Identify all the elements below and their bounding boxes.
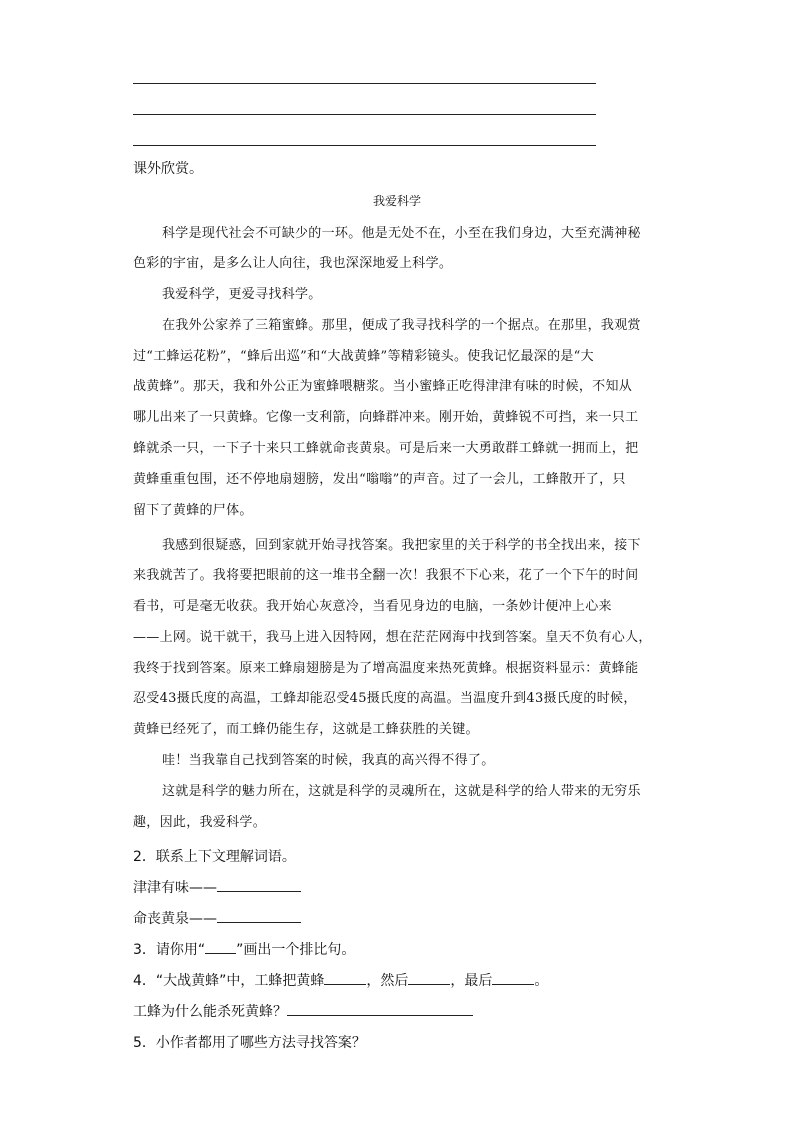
term-label: 津津有味—— [133,880,217,896]
article-line: 战黄蜂”。那天，我和外公正为蜜蜂喂糖浆。当小蜜蜂正吃得津津有味的时候，不知从 [133,379,633,394]
article-line: 在我外公家养了三箱蜜蜂。那里，便成了我寻找科学的一个据点。在那里，我观赏 [162,318,641,333]
article-line: 看书，可是毫无收获。我开始心灰意冷，当看见身边的电脑，一条妙计便冲上心来 [133,599,612,614]
article-line: 趣，因此，我爱科学。 [133,815,267,830]
question-2-item-a [133,879,301,897]
article-line: 这就是科学的魅力所在，这就是科学的灵魂所在，这就是科学的给人带来的无穷乐 [162,784,641,799]
article-line: 来我就苦了。我将要把眼前的这一堆书全翻一次！我狠不下心来，花了一个下午的时间 [133,568,639,583]
question-text: 4．“大战黄蜂”中，工蜂把黄蜂 [133,973,325,989]
underline-mark [205,941,236,954]
article-title: 我爱科学 [372,194,421,208]
article-line: 哇！当我靠自己找到答案的时候，我真的高兴得不得了。 [162,753,495,768]
question-text: ”画出一个排比句。 [236,942,356,958]
article-line: 科学是现代社会不可缺少的一环。他是无处不在，小至在我们身边，大至充满神秘 [162,226,641,241]
article-line: ——上网。说干就干，我马上进入因特网，想在茫茫网海中找到答案。皇天不负有心人， [133,630,652,645]
question-2: 2．联系上下文理解词语。 [133,849,296,865]
question-text: 。 [534,973,549,989]
answer-blank[interactable] [324,972,366,985]
question-text: 3．请你用“ [133,942,206,958]
answer-blank[interactable] [287,1003,473,1016]
answer-blank[interactable] [492,972,534,985]
article-line: 黄蜂重重包围，还不停地扇翅膀，发出“嗡嗡”的声音。过了一会儿，工蜂散开了，只 [133,472,626,487]
question-3 [133,941,355,959]
question-4 [133,972,548,990]
term-label: 命丧黄泉—— [133,911,217,927]
article-line: 忍受43摄氏度的高温，工蜂却能忍受45摄氏度的高温。当温度升到43摄氏度的时候， [133,691,637,706]
answer-line[interactable] [133,145,596,146]
section-label: 课外欣赏。 [133,161,203,177]
article-line: 黄蜂已经死了，而工蜂仍能生存，这就是工蜂获胜的关键。 [133,722,479,737]
article-line: 哪儿出来了一只黄蜂。它像一支利箭，向蜂群冲来。刚开始，黄蜂锐不可挡，来一只工 [133,410,639,425]
article-line: 过“工蜂运花粉”，“蜂后出巡”和“大战黄蜂”等精彩镜头。使我记忆最深的是“大 [133,349,594,364]
answer-blank[interactable] [408,972,450,985]
article-line: 留下了黄蜂的尸体。 [133,503,253,518]
article-line: 我爱科学，更爱寻找科学。 [162,287,322,302]
article-line: 蜂就杀一只，一下子十来只工蜂就命丧黄泉。可是后来一大勇敢群工蜂就一拥而上，把 [133,441,639,456]
question-text: ，然后 [366,973,409,989]
article-line: 我终于找到答案。原来工蜂扇翅膀是为了增高温度来热死黄蜂。根据资料显示：黄蜂能 [133,661,639,676]
question-text: 工蜂为什么能杀死黄蜂？ [133,1004,287,1020]
answer-blank[interactable] [217,879,301,892]
article-line: 我感到很疑惑，回到家就开始寻找答案。我把家里的关于科学的书全找出来，接下 [162,538,641,553]
question-2-item-b [133,910,301,928]
answer-line[interactable] [133,114,596,115]
article-line: 色彩的宇宙，是多么让人向往，我也深深地爱上科学。 [133,256,453,271]
question-5: 5．小作者都用了哪些方法寻找答案？ [133,1035,366,1051]
answer-blank[interactable] [217,910,301,923]
question-text: ，最后 [450,973,493,989]
question-4-followup [133,1003,473,1021]
answer-line[interactable] [133,83,596,84]
